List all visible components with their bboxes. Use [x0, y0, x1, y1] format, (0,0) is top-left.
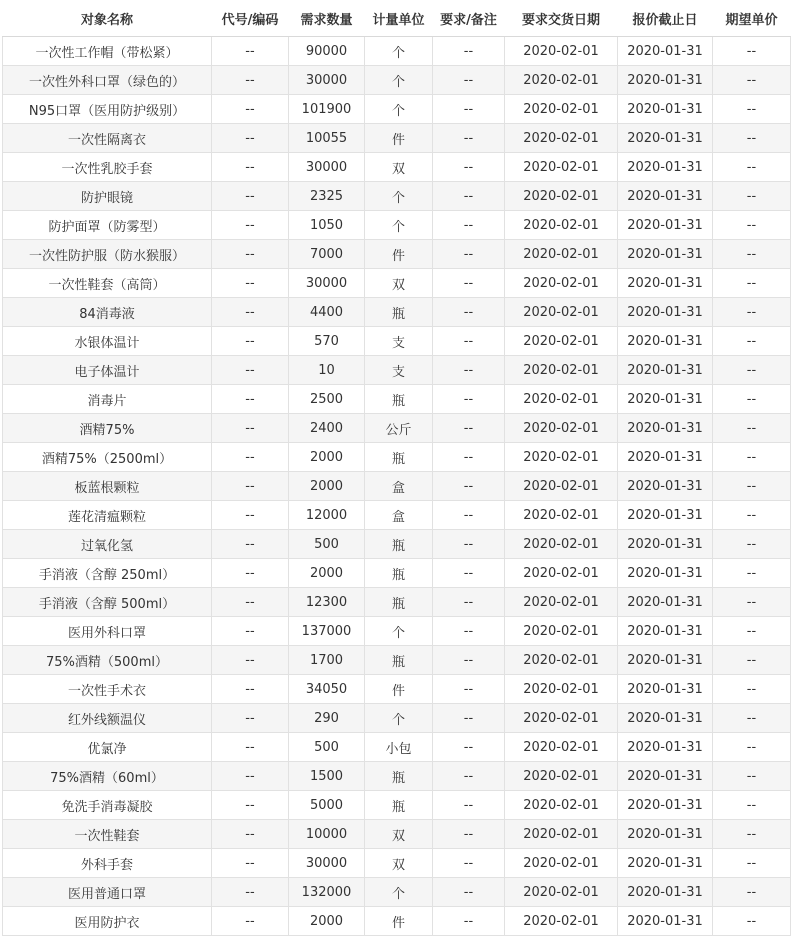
table-row	[3, 385, 791, 414]
cell-object-name: 水银体温计	[3, 327, 212, 356]
cell-remarks: --	[433, 501, 505, 530]
cell-code: --	[212, 878, 289, 907]
cell-delivery-date: 2020-02-01	[505, 385, 618, 414]
cell-quantity: 2400	[289, 414, 365, 443]
cell-object-name: 过氧化氢	[3, 530, 212, 559]
cell-delivery-date: 2020-02-01	[505, 501, 618, 530]
cell-object-name: 优氯净	[3, 733, 212, 762]
cell-quote-deadline: 2020-01-31	[618, 675, 713, 704]
cell-quote-deadline: 2020-01-31	[618, 240, 713, 269]
cell-quantity: 90000	[289, 37, 365, 66]
cell-object-name: 手消液（含醇 250ml）	[3, 559, 212, 588]
cell-unit: 件	[365, 907, 433, 936]
cell-remarks: --	[433, 675, 505, 704]
cell-quote-deadline: 2020-01-31	[618, 211, 713, 240]
table-row	[3, 588, 791, 617]
cell-quantity: 137000	[289, 617, 365, 646]
cell-object-name: 医用普通口罩	[3, 878, 212, 907]
cell-object-name: 防护眼镜	[3, 182, 212, 211]
cell-remarks: --	[433, 559, 505, 588]
cell-unit: 件	[365, 240, 433, 269]
cell-delivery-date: 2020-02-01	[505, 95, 618, 124]
cell-delivery-date: 2020-02-01	[505, 704, 618, 733]
table-row	[3, 733, 791, 762]
cell-unit: 瓶	[365, 443, 433, 472]
cell-code: --	[212, 153, 289, 182]
cell-unit: 支	[365, 356, 433, 385]
cell-unit: 个	[365, 95, 433, 124]
header-unit: 计量单位	[365, 0, 433, 37]
cell-quantity: 132000	[289, 878, 365, 907]
cell-expected-price: --	[713, 704, 791, 733]
cell-quantity: 7000	[289, 240, 365, 269]
cell-object-name: 一次性隔离衣	[3, 124, 212, 153]
cell-quote-deadline: 2020-01-31	[618, 878, 713, 907]
cell-delivery-date: 2020-02-01	[505, 762, 618, 791]
cell-quote-deadline: 2020-01-31	[618, 385, 713, 414]
cell-code: --	[212, 472, 289, 501]
cell-quote-deadline: 2020-01-31	[618, 617, 713, 646]
cell-quantity: 10055	[289, 124, 365, 153]
cell-expected-price: --	[713, 530, 791, 559]
cell-delivery-date: 2020-02-01	[505, 414, 618, 443]
table-row	[3, 443, 791, 472]
cell-unit: 个	[365, 182, 433, 211]
table-header-row	[3, 0, 791, 37]
cell-quote-deadline: 2020-01-31	[618, 559, 713, 588]
cell-quantity: 2000	[289, 559, 365, 588]
cell-quantity: 1700	[289, 646, 365, 675]
cell-code: --	[212, 675, 289, 704]
cell-delivery-date: 2020-02-01	[505, 269, 618, 298]
cell-remarks: --	[433, 414, 505, 443]
table-row	[3, 820, 791, 849]
cell-quantity: 4400	[289, 298, 365, 327]
cell-quantity: 2000	[289, 443, 365, 472]
cell-quote-deadline: 2020-01-31	[618, 588, 713, 617]
cell-expected-price: --	[713, 617, 791, 646]
cell-quantity: 30000	[289, 66, 365, 95]
cell-delivery-date: 2020-02-01	[505, 646, 618, 675]
cell-code: --	[212, 443, 289, 472]
cell-unit: 个	[365, 704, 433, 733]
procurement-table	[2, 0, 791, 936]
cell-expected-price: --	[713, 385, 791, 414]
cell-code: --	[212, 95, 289, 124]
table-row	[3, 356, 791, 385]
cell-code: --	[212, 762, 289, 791]
cell-code: --	[212, 501, 289, 530]
cell-object-name: 电子体温计	[3, 356, 212, 385]
cell-expected-price: --	[713, 95, 791, 124]
cell-quote-deadline: 2020-01-31	[618, 124, 713, 153]
cell-quantity: 570	[289, 327, 365, 356]
cell-unit: 个	[365, 66, 433, 95]
cell-code: --	[212, 617, 289, 646]
cell-remarks: --	[433, 472, 505, 501]
cell-unit: 双	[365, 820, 433, 849]
cell-unit: 件	[365, 124, 433, 153]
cell-delivery-date: 2020-02-01	[505, 66, 618, 95]
cell-quote-deadline: 2020-01-31	[618, 37, 713, 66]
table-row	[3, 907, 791, 936]
cell-expected-price: --	[713, 356, 791, 385]
table-row	[3, 878, 791, 907]
cell-delivery-date: 2020-02-01	[505, 124, 618, 153]
cell-expected-price: --	[713, 849, 791, 878]
cell-quantity: 10	[289, 356, 365, 385]
cell-expected-price: --	[713, 211, 791, 240]
cell-unit: 瓶	[365, 530, 433, 559]
table-row	[3, 182, 791, 211]
cell-code: --	[212, 124, 289, 153]
cell-unit: 小包	[365, 733, 433, 762]
cell-quote-deadline: 2020-01-31	[618, 791, 713, 820]
cell-code: --	[212, 385, 289, 414]
cell-code: --	[212, 211, 289, 240]
table-row	[3, 37, 791, 66]
cell-unit: 瓶	[365, 791, 433, 820]
cell-delivery-date: 2020-02-01	[505, 588, 618, 617]
cell-expected-price: --	[713, 501, 791, 530]
cell-remarks: --	[433, 37, 505, 66]
cell-remarks: --	[433, 849, 505, 878]
table-row	[3, 240, 791, 269]
cell-object-name: 消毒片	[3, 385, 212, 414]
cell-code: --	[212, 559, 289, 588]
cell-object-name: 一次性鞋套	[3, 820, 212, 849]
cell-quote-deadline: 2020-01-31	[618, 414, 713, 443]
cell-object-name: 一次性鞋套（高筒）	[3, 269, 212, 298]
cell-expected-price: --	[713, 762, 791, 791]
cell-unit: 件	[365, 675, 433, 704]
cell-delivery-date: 2020-02-01	[505, 327, 618, 356]
cell-remarks: --	[433, 385, 505, 414]
cell-quantity: 30000	[289, 269, 365, 298]
cell-expected-price: --	[713, 240, 791, 269]
cell-quote-deadline: 2020-01-31	[618, 95, 713, 124]
cell-unit: 瓶	[365, 385, 433, 414]
cell-quote-deadline: 2020-01-31	[618, 327, 713, 356]
cell-code: --	[212, 733, 289, 762]
cell-quote-deadline: 2020-01-31	[618, 182, 713, 211]
cell-code: --	[212, 66, 289, 95]
cell-quantity: 290	[289, 704, 365, 733]
header-delivery-date: 要求交货日期	[505, 0, 618, 37]
cell-delivery-date: 2020-02-01	[505, 878, 618, 907]
table-row	[3, 559, 791, 588]
cell-unit: 瓶	[365, 298, 433, 327]
cell-quote-deadline: 2020-01-31	[618, 762, 713, 791]
cell-object-name: 医用防护衣	[3, 907, 212, 936]
cell-remarks: --	[433, 820, 505, 849]
cell-quote-deadline: 2020-01-31	[618, 820, 713, 849]
cell-object-name: 一次性防护服（防水猴服）	[3, 240, 212, 269]
cell-delivery-date: 2020-02-01	[505, 849, 618, 878]
table-row	[3, 269, 791, 298]
table-row	[3, 501, 791, 530]
cell-delivery-date: 2020-02-01	[505, 472, 618, 501]
table-row	[3, 646, 791, 675]
table-row	[3, 124, 791, 153]
cell-quantity: 30000	[289, 153, 365, 182]
cell-code: --	[212, 269, 289, 298]
cell-expected-price: --	[713, 124, 791, 153]
cell-object-name: 莲花清瘟颗粒	[3, 501, 212, 530]
cell-quantity: 34050	[289, 675, 365, 704]
cell-quantity: 101900	[289, 95, 365, 124]
cell-object-name: 免洗手消毒凝胶	[3, 791, 212, 820]
cell-quantity: 2325	[289, 182, 365, 211]
cell-remarks: --	[433, 646, 505, 675]
cell-expected-price: --	[713, 907, 791, 936]
cell-object-name: 酒精75%	[3, 414, 212, 443]
cell-quantity: 500	[289, 733, 365, 762]
cell-delivery-date: 2020-02-01	[505, 733, 618, 762]
cell-expected-price: --	[713, 675, 791, 704]
cell-code: --	[212, 240, 289, 269]
cell-remarks: --	[433, 66, 505, 95]
cell-unit: 个	[365, 617, 433, 646]
cell-object-name: 外科手套	[3, 849, 212, 878]
cell-delivery-date: 2020-02-01	[505, 443, 618, 472]
cell-object-name: 75%酒精（60ml）	[3, 762, 212, 791]
cell-code: --	[212, 37, 289, 66]
table-row	[3, 95, 791, 124]
cell-unit: 个	[365, 211, 433, 240]
cell-delivery-date: 2020-02-01	[505, 559, 618, 588]
cell-delivery-date: 2020-02-01	[505, 182, 618, 211]
table-row	[3, 298, 791, 327]
cell-expected-price: --	[713, 66, 791, 95]
cell-quote-deadline: 2020-01-31	[618, 733, 713, 762]
cell-object-name: 酒精75%（2500ml）	[3, 443, 212, 472]
cell-delivery-date: 2020-02-01	[505, 907, 618, 936]
cell-unit: 双	[365, 153, 433, 182]
cell-quote-deadline: 2020-01-31	[618, 298, 713, 327]
cell-unit: 公斤	[365, 414, 433, 443]
cell-quote-deadline: 2020-01-31	[618, 66, 713, 95]
cell-quantity: 2000	[289, 472, 365, 501]
table-row	[3, 472, 791, 501]
cell-code: --	[212, 704, 289, 733]
cell-remarks: --	[433, 530, 505, 559]
cell-unit: 盒	[365, 501, 433, 530]
cell-code: --	[212, 182, 289, 211]
cell-remarks: --	[433, 298, 505, 327]
cell-unit: 支	[365, 327, 433, 356]
cell-expected-price: --	[713, 820, 791, 849]
table-row	[3, 414, 791, 443]
table-row	[3, 762, 791, 791]
header-code: 代号/编码	[212, 0, 289, 37]
cell-remarks: --	[433, 356, 505, 385]
table-row	[3, 327, 791, 356]
cell-expected-price: --	[713, 559, 791, 588]
cell-remarks: --	[433, 907, 505, 936]
table-row	[3, 153, 791, 182]
cell-object-name: 医用外科口罩	[3, 617, 212, 646]
cell-remarks: --	[433, 95, 505, 124]
cell-remarks: --	[433, 182, 505, 211]
cell-expected-price: --	[713, 791, 791, 820]
cell-unit: 瓶	[365, 588, 433, 617]
cell-unit: 盒	[365, 472, 433, 501]
cell-remarks: --	[433, 211, 505, 240]
cell-code: --	[212, 356, 289, 385]
cell-unit: 双	[365, 849, 433, 878]
cell-quote-deadline: 2020-01-31	[618, 269, 713, 298]
cell-delivery-date: 2020-02-01	[505, 211, 618, 240]
cell-code: --	[212, 907, 289, 936]
cell-unit: 个	[365, 37, 433, 66]
cell-object-name: 板蓝根颗粒	[3, 472, 212, 501]
cell-remarks: --	[433, 124, 505, 153]
cell-expected-price: --	[713, 414, 791, 443]
table-row	[3, 211, 791, 240]
header-object-name: 对象名称	[3, 0, 212, 37]
cell-quote-deadline: 2020-01-31	[618, 704, 713, 733]
cell-quantity: 500	[289, 530, 365, 559]
cell-delivery-date: 2020-02-01	[505, 791, 618, 820]
cell-quote-deadline: 2020-01-31	[618, 443, 713, 472]
table-row	[3, 704, 791, 733]
table-row	[3, 791, 791, 820]
cell-object-name: 红外线额温仪	[3, 704, 212, 733]
cell-object-name: N95口罩（医用防护级别）	[3, 95, 212, 124]
cell-expected-price: --	[713, 327, 791, 356]
cell-code: --	[212, 530, 289, 559]
cell-remarks: --	[433, 791, 505, 820]
cell-quote-deadline: 2020-01-31	[618, 472, 713, 501]
cell-remarks: --	[433, 153, 505, 182]
cell-expected-price: --	[713, 588, 791, 617]
cell-quote-deadline: 2020-01-31	[618, 356, 713, 385]
cell-unit: 瓶	[365, 559, 433, 588]
cell-remarks: --	[433, 269, 505, 298]
cell-delivery-date: 2020-02-01	[505, 356, 618, 385]
header-quote-deadline: 报价截止日	[618, 0, 713, 37]
cell-remarks: --	[433, 443, 505, 472]
table-row	[3, 675, 791, 704]
cell-quote-deadline: 2020-01-31	[618, 530, 713, 559]
cell-unit: 瓶	[365, 762, 433, 791]
cell-object-name: 手消液（含醇 500ml）	[3, 588, 212, 617]
cell-unit: 双	[365, 269, 433, 298]
cell-expected-price: --	[713, 878, 791, 907]
cell-expected-price: --	[713, 646, 791, 675]
cell-quantity: 2500	[289, 385, 365, 414]
cell-delivery-date: 2020-02-01	[505, 240, 618, 269]
cell-expected-price: --	[713, 298, 791, 327]
header-quantity: 需求数量	[289, 0, 365, 37]
cell-expected-price: --	[713, 153, 791, 182]
cell-remarks: --	[433, 733, 505, 762]
cell-delivery-date: 2020-02-01	[505, 617, 618, 646]
table-row	[3, 530, 791, 559]
cell-expected-price: --	[713, 269, 791, 298]
cell-code: --	[212, 327, 289, 356]
cell-quantity: 12000	[289, 501, 365, 530]
cell-object-name: 一次性外科口罩（绿色的）	[3, 66, 212, 95]
header-remarks: 要求/备注	[433, 0, 505, 37]
cell-delivery-date: 2020-02-01	[505, 153, 618, 182]
cell-object-name: 防护面罩（防雾型）	[3, 211, 212, 240]
table-row	[3, 617, 791, 646]
cell-quote-deadline: 2020-01-31	[618, 907, 713, 936]
header-expected-price: 期望单价	[713, 0, 791, 37]
cell-object-name: 84消毒液	[3, 298, 212, 327]
cell-quantity: 10000	[289, 820, 365, 849]
cell-quantity: 2000	[289, 907, 365, 936]
cell-code: --	[212, 414, 289, 443]
cell-code: --	[212, 791, 289, 820]
cell-unit: 瓶	[365, 646, 433, 675]
cell-delivery-date: 2020-02-01	[505, 530, 618, 559]
cell-object-name: 一次性手术衣	[3, 675, 212, 704]
cell-quantity: 12300	[289, 588, 365, 617]
cell-unit: 个	[365, 878, 433, 907]
table-body	[3, 37, 791, 936]
cell-code: --	[212, 298, 289, 327]
cell-quantity: 5000	[289, 791, 365, 820]
cell-code: --	[212, 849, 289, 878]
cell-quote-deadline: 2020-01-31	[618, 646, 713, 675]
cell-quantity: 1500	[289, 762, 365, 791]
table-row	[3, 849, 791, 878]
cell-delivery-date: 2020-02-01	[505, 820, 618, 849]
cell-object-name: 一次性工作帽（带松紧）	[3, 37, 212, 66]
cell-quote-deadline: 2020-01-31	[618, 153, 713, 182]
cell-expected-price: --	[713, 472, 791, 501]
cell-delivery-date: 2020-02-01	[505, 298, 618, 327]
cell-expected-price: --	[713, 443, 791, 472]
table-row	[3, 66, 791, 95]
cell-remarks: --	[433, 762, 505, 791]
cell-remarks: --	[433, 878, 505, 907]
cell-object-name: 75%酒精（500ml）	[3, 646, 212, 675]
cell-remarks: --	[433, 240, 505, 269]
cell-remarks: --	[433, 327, 505, 356]
cell-remarks: --	[433, 617, 505, 646]
cell-quantity: 30000	[289, 849, 365, 878]
cell-remarks: --	[433, 704, 505, 733]
cell-expected-price: --	[713, 182, 791, 211]
cell-code: --	[212, 588, 289, 617]
cell-quantity: 1050	[289, 211, 365, 240]
cell-expected-price: --	[713, 37, 791, 66]
cell-delivery-date: 2020-02-01	[505, 37, 618, 66]
cell-object-name: 一次性乳胶手套	[3, 153, 212, 182]
cell-code: --	[212, 820, 289, 849]
cell-expected-price: --	[713, 733, 791, 762]
cell-remarks: --	[433, 588, 505, 617]
cell-quote-deadline: 2020-01-31	[618, 501, 713, 530]
cell-quote-deadline: 2020-01-31	[618, 849, 713, 878]
cell-code: --	[212, 646, 289, 675]
cell-delivery-date: 2020-02-01	[505, 675, 618, 704]
